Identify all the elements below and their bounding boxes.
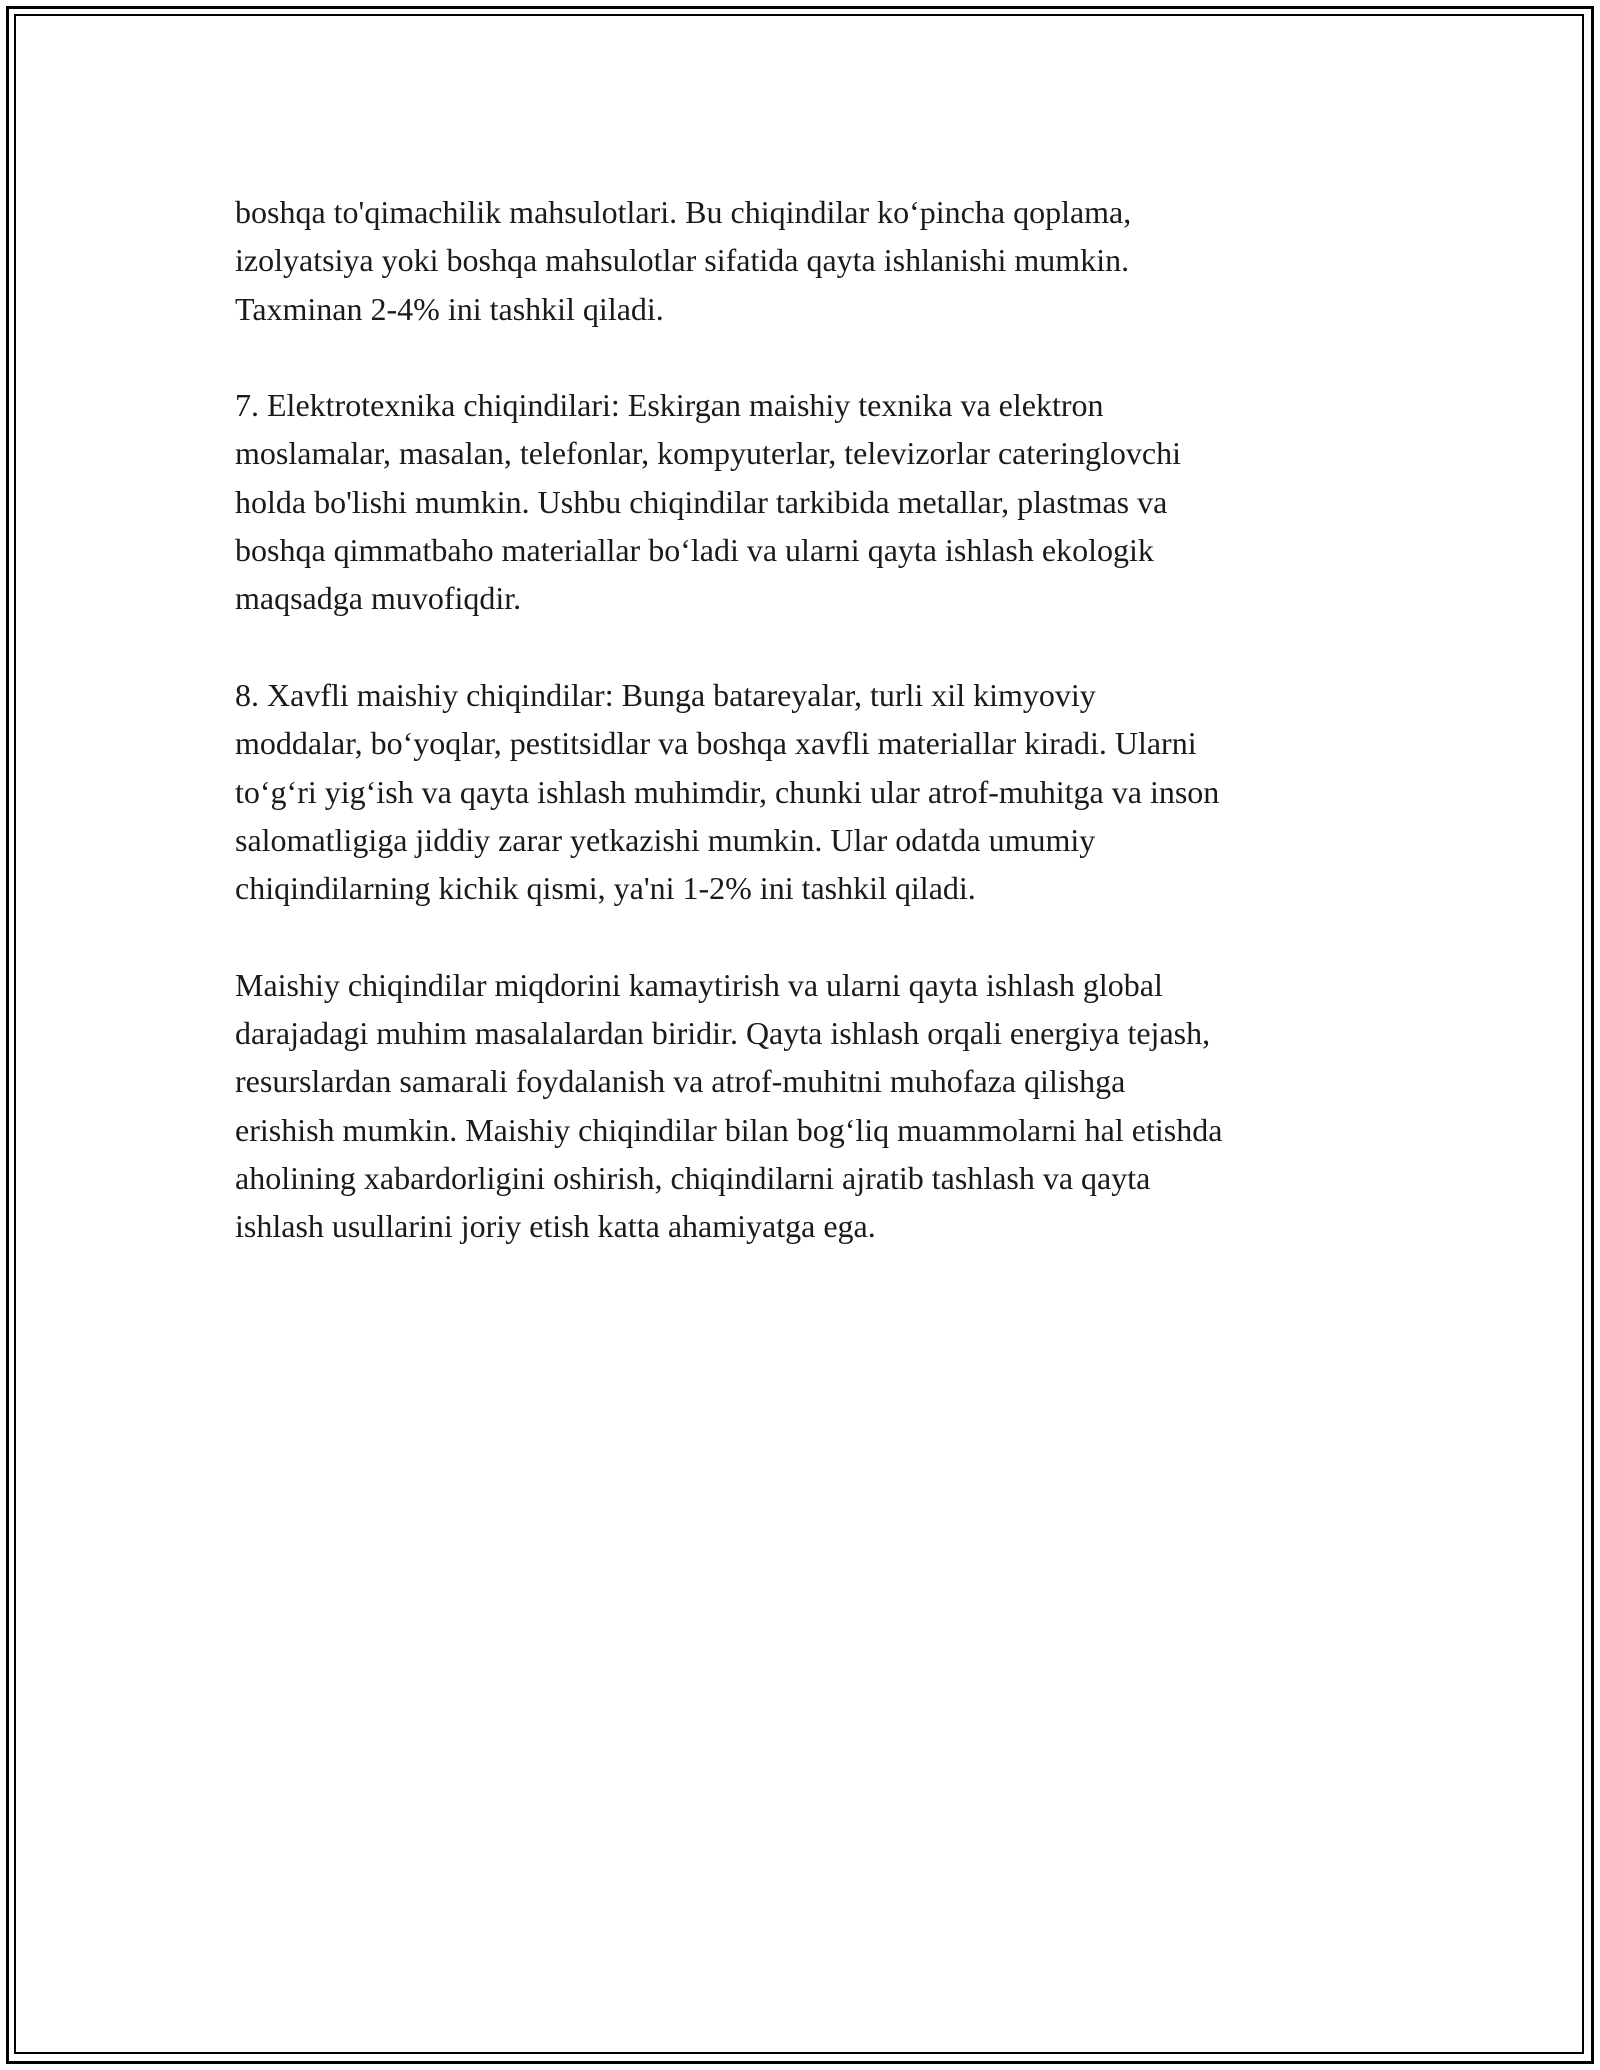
text-line: resurslardan samarali foydalanish va atrof-muhitni muhofaza qilishga (235, 1063, 1126, 1100)
paragraph-hazardous-waste (235, 671, 1380, 912)
document-body (235, 188, 1380, 1299)
text-line: darajadagi muhim masalalardan biridir. Qayta ishlash orqali energiya tejash, (235, 1015, 1211, 1052)
text-line: maqsadga muvofiqdir. (235, 580, 522, 617)
text-line: 8. Xavfli maishiy chiqindilar: Bunga batareyalar, turli xil kimyoviy (235, 676, 1096, 713)
text-line: chiqindilarning kichik qismi, ya'ni 1-2% ini tashkil qiladi. (235, 870, 976, 907)
paragraph-textile-waste (235, 188, 1380, 333)
text-line: boshqa qimmatbaho materiallar bo‘ladi va ularni qayta ishlash ekologik (235, 532, 1154, 569)
text-line: erishish mumkin. Maishiy chiqindilar bilan bog‘liq muammolarni hal etishda (235, 1111, 1223, 1148)
text-line: moddalar, bo‘yoqlar, pestitsidlar va boshqa xavfli materiallar kiradi. Ularni (235, 725, 1197, 762)
text-line: boshqa to'qimachilik mahsulotlari. Bu chiqindilar ko‘pincha qoplama, (235, 194, 1132, 230)
paragraph-conclusion (235, 961, 1380, 1251)
text-line: moslamalar, masalan, telefonlar, kompyuterlar, televizorlar cateringlovchi (235, 435, 1181, 472)
text-line: holda bo'lishi mumkin. Ushbu chiqindilar tarkibida metallar, plastmas va (235, 483, 1168, 520)
text-line: salomatligiga jiddiy zarar yetkazishi mumkin. Ular odatda umumiy (235, 821, 1096, 858)
text-line: to‘g‘ri yig‘ish va qayta ishlash muhimdir, chunki ular atrof-muhitga va inson (235, 773, 1220, 810)
text-line: Maishiy chiqindilar miqdorini kamaytirish va ularni qayta ishlash global (235, 966, 1163, 1003)
text-line: 7. Elektrotexnika chiqindilari: Eskirgan maishiy texnika va elektron (235, 387, 1104, 424)
text-line: ishlash usullarini joriy etish katta ahamiyatga ega. (235, 1208, 876, 1245)
text-line: aholining xabardorligini oshirish, chiqindilarni ajratib tashlash va qayta (235, 1159, 1151, 1196)
paragraph-electrotechnical-waste (235, 381, 1380, 622)
text-line: Taxminan 2-4% ini tashkil qiladi. (235, 290, 664, 327)
text-line: izolyatsiya yoki boshqa mahsulotlar sifatida qayta ishlanishi mumkin. (235, 242, 1130, 279)
